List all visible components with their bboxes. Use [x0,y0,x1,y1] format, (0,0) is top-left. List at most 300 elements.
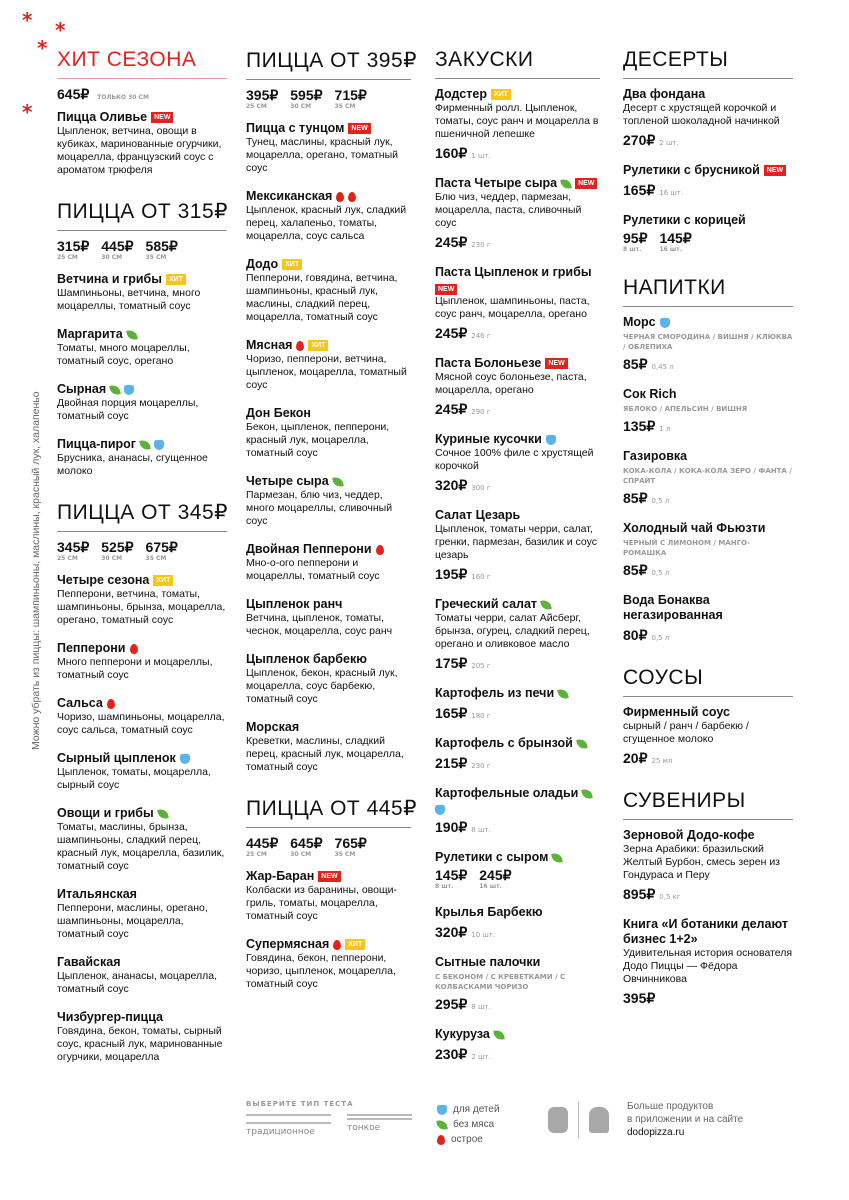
item-name: Паста Цыпленок и грибы [435,265,592,279]
hit-badge: ХИТ [345,939,365,950]
apps-line-1: Больше продуктов [627,1101,714,1112]
traditional-crust-icon [246,1114,331,1124]
item-name: Четыре сыра [246,474,329,488]
menu-item[interactable] [246,338,411,392]
price: 190₽ [435,819,468,835]
price: 345₽ [57,539,90,555]
unit: 2 шт. [471,1053,491,1061]
size: 30 СМ [101,555,123,562]
item-name: Сытные палочки [435,955,541,969]
item-desc: Томаты, много моцареллы, томатный соус, орегано [57,342,190,367]
section-title-pizza-395: ПИЦЦА ОТ 395₽ [246,48,411,80]
item-desc: Мно-о-ого пепперони и моцареллы, томатный соус [246,557,380,582]
price: 395₽ [246,87,279,103]
item-desc: Зерна Арабики: бразильский Желтый Бурбон, смесь зерен из Гондураса и Перу [623,843,780,881]
price: 195₽ [435,566,468,582]
unit: 8 шт. [471,1003,491,1011]
price: 595₽ [290,87,323,103]
section-title-pizza-345: ПИЦЦА ОТ 345₽ [57,500,227,532]
vegetarian-icon [582,788,594,800]
size: 25 СМ [57,555,78,562]
item-name: Морс [623,315,656,329]
item-name: Пепперони [57,641,126,655]
unit: 8 шт. [435,883,454,890]
vegetarian-icon [436,1119,448,1131]
price: 395₽ [623,990,656,1006]
menu-item[interactable] [435,1027,600,1063]
column-2 [246,48,417,1005]
item-options: ЧЕРНАЯ СМОРОДИНА / ВИШНЯ / КЛЮКВА / ОБЛЕПИХА [623,333,793,351]
vegetarian-icon [109,384,121,396]
item-name: Дон Бекон [246,406,311,420]
unit: 1 л [659,425,671,433]
menu-item[interactable] [246,720,411,774]
snowflake-icon: * [55,18,66,42]
unit: 205 г [471,662,491,670]
snowflake-icon: * [37,36,48,60]
price: 175₽ [435,655,468,671]
legend-label: острое [451,1134,483,1145]
kids-icon [180,754,190,764]
item-name: Зерновой Додо-кофе [623,828,755,842]
item-name: Салат Цезарь [435,508,521,522]
item-name: Рулетики с брусникой [623,163,760,177]
item-name: Паста Болоньезе [435,356,542,370]
price: 445₽ [101,238,134,254]
price: 585₽ [145,238,178,254]
item-desc: Томаты, маслины, брынза, шампиньоны, сладкий перец, красный лук, моцарелла, базилик, томатный соус [57,821,225,872]
price: 20₽ [623,750,648,766]
item-desc: Цыпленок, томаты, моцарелла, сырный соус [57,766,211,791]
item-name: Итальянская [57,887,137,901]
item-name: Додо [246,257,279,271]
thin-crust-icon [347,1114,412,1120]
vegetarian-icon [557,688,569,700]
size: 30 СМ [290,851,312,858]
spicy-icon [376,545,384,555]
section-title-sauces: СОУСЫ [623,666,793,697]
item-name: Четыре сезона [57,573,150,587]
unit: 230 г [471,241,491,249]
hit-badge: ХИТ [166,274,186,285]
price: 230₽ [435,1046,468,1062]
unit: 16 шт. [659,246,683,253]
spicy-icon [296,341,304,351]
menu-item[interactable] [57,1010,227,1064]
price: 245₽ [435,325,468,341]
item-options: С БЕКОНОМ / С КРЕВЕТКАМИ / С КОЛБАСКАМИ ЧОРИЗО [435,973,566,991]
android-icon[interactable] [589,1107,609,1133]
item-name: Рулетики с сыром [435,850,549,864]
section-title-drinks: НАПИТКИ [623,276,793,307]
price: 320₽ [435,477,468,493]
menu-item[interactable] [435,597,600,672]
snowflake-icon: * [22,100,33,124]
menu-item[interactable] [623,705,793,767]
unit: 25 мл [651,757,673,765]
price: 295₽ [435,996,468,1012]
item-name: Греческий салат [435,597,538,611]
unit: 0,5 кг [659,893,681,901]
item-name: Сок Rich [623,387,677,401]
section-title-pizza-445: ПИЦЦА ОТ 445₽ [246,796,411,828]
item-options: ЧЕРНЫЙ С ЛИМОНОМ / МАНГО-РОМАШКА [623,539,750,557]
price: 85₽ [623,356,648,372]
price: 215₽ [435,755,468,771]
menu-item[interactable] [435,905,600,941]
menu-item[interactable] [57,955,227,996]
item-desc: Много пепперони и моцареллы, томатный соус [57,656,213,681]
item-name: Фирменный соус [623,705,730,719]
item-desc: Креветки, маслины, сладкий перец, красный лук, моцарелла, томатный соус [246,735,404,773]
unit: 0,45 л [651,363,674,371]
item-name: Паста Четыре сыра [435,176,558,190]
menu-item[interactable] [435,87,600,162]
item-name: Пицца-пирог [57,437,137,451]
menu-item[interactable] [57,806,227,873]
menu-item[interactable] [246,869,411,923]
menu-item[interactable] [246,121,411,175]
item-name: Цыпленок ранч [246,597,343,611]
item-name: Маргарита [57,327,123,341]
section-title-desserts: ДЕСЕРТЫ [623,48,793,79]
price: 135₽ [623,418,656,434]
item-desc: Цыпленок, красный лук, сладкий перец, халапеньо, томаты, моцарелла, соус сальса [246,204,407,242]
item-desc: Ветчина, цыпленок, томаты, чеснок, моцарелла, соус ранч [246,612,393,637]
size: 25 СМ [246,103,267,110]
section-title-snacks: ЗАКУСКИ [435,48,600,79]
menu-item[interactable] [435,786,600,836]
new-badge: NEW [545,358,567,369]
website-link[interactable]: dodopizza.ru [627,1127,685,1138]
column-1 [57,48,227,1078]
item-desc: Цыпленок, шампиньоны, паста, соус ранч, моцарелла, орегано [435,295,590,320]
menu-item[interactable] [435,736,600,772]
menu-item[interactable] [623,593,793,644]
item-name: Двойная Пепперони [246,542,372,556]
kids-icon [546,435,556,445]
item-name: Сальса [57,696,103,710]
item-name: Газировка [623,449,688,463]
price: 765₽ [334,835,367,851]
menu-item[interactable] [57,272,227,313]
item-name: Рулетики с корицей [623,213,746,227]
price: 445₽ [246,835,279,851]
spicy-icon [336,192,344,202]
size: 25 СМ [57,254,78,261]
item-desc: Пепперони, ветчина, томаты, шампиньоны, брынза, моцарелла, орегано, томатный соус [57,588,226,626]
price: 315₽ [57,238,90,254]
vegetarian-icon [157,808,169,820]
dough-title: ВЫБЕРИТЕ ТИП ТЕСТА [246,1100,354,1108]
item-desc: Блю чиз, чеддер, пармезан, моцарелла, паста, сливочный соус [435,191,582,229]
item-name: Овощи и грибы [57,806,154,820]
hit-badge: ХИТ [153,575,173,586]
item-name: Сырный цыпленок [57,751,176,765]
spicy-icon [333,940,341,950]
menu-item[interactable] [623,917,793,1007]
item-desc: Фирменный ролл. Цыпленок, томаты, соус ранч и моцарелла в пшеничной лепешке [435,102,599,140]
size-prices [57,239,227,262]
vegetarian-icon [540,599,552,611]
new-badge: NEW [318,871,340,882]
menu-item[interactable] [435,432,600,494]
item-name: Мексиканская [246,189,333,203]
menu-item[interactable] [623,387,793,435]
size: 35 СМ [145,254,167,261]
menu-item[interactable] [246,189,411,243]
price: 80₽ [623,627,648,643]
kids-icon [154,440,164,450]
size: 25 СМ [246,851,267,858]
new-badge: NEW [348,123,370,134]
item-desc: Бекон, цыпленок, пепперони, красный лук, моцарелла, томатный соус [246,421,390,459]
item-name: Кукуруза [435,1027,490,1041]
price: 85₽ [623,562,648,578]
menu-item[interactable] [623,828,793,903]
price: 165₽ [435,705,468,721]
menu-item[interactable] [57,573,227,627]
item-desc: Двойная порция моцареллы, томатный соус [57,397,199,422]
item-desc: Сочное 100% филе с хрустящей корочкой [435,447,594,472]
size: 30 СМ [101,254,123,261]
menu-item[interactable] [246,257,411,324]
vegetarian-icon [552,852,564,864]
price: 95₽ [623,230,648,246]
item-name: Цыпленок барбекю [246,652,367,666]
menu-item[interactable] [435,356,600,418]
item-desc: Цыпленок, томаты черри, салат, гренки, пармезан, базилик и соус цезарь [435,523,598,561]
price: 145₽ [435,867,468,883]
kids-icon [124,385,134,395]
menu-item[interactable] [57,751,227,792]
item-desc: Цыпленок, ветчина, овощи в кубиках, маринованные огурчики, моцарелла, французский соус с ароматом трюфеля [57,125,222,176]
new-badge: NEW [764,165,786,176]
size-prices [57,540,227,563]
legend [437,1102,500,1147]
item-options: ЯБЛОКО / АПЕЛЬСИН / ВИШНЯ [623,405,748,413]
hit-price: 645₽ [57,86,90,102]
price: 145₽ [659,230,692,246]
menu-item[interactable] [57,641,227,682]
section-title-souvenirs: СУВЕНИРЫ [623,789,793,820]
price: 675₽ [145,539,178,555]
price: 245₽ [479,867,512,883]
menu-item[interactable] [623,315,793,373]
item-name: Морская [246,720,300,734]
menu-item[interactable] [623,521,793,579]
hit-badge: ХИТ [491,89,511,100]
vegetarian-icon [576,738,588,750]
apps-block [548,1100,743,1139]
column-4 [623,48,793,1021]
menu-item[interactable] [57,696,227,737]
item-desc: Цыпленок, ананасы, моцарелла, томатный соус [57,970,218,995]
unit: 180 г [471,712,491,720]
unit: 246 г [471,332,491,340]
item-desc: Чоризо, пепперони, ветчина, цыпленок, моцарелла, томатный соус [246,353,407,391]
spicy-icon [130,644,138,654]
item-desc: Томаты черри, салат Айсберг, брынза, огурец, сладкий перец, орегано и оливковое масло [435,612,590,650]
price: 715₽ [334,87,367,103]
legend-label: без мяса [453,1119,495,1130]
item-options: КОКА-КОЛА / КОКА-КОЛА ЗЕРО / ФАНТА / СПРАЙТ [623,467,792,485]
menu-item[interactable] [246,652,411,706]
size-prices [246,88,411,111]
unit: 8 шт. [471,826,491,834]
legend-label: для детей [453,1104,500,1115]
item-desc: Шампиньоны, ветчина, много моцареллы, томатный соус [57,287,201,312]
item-name: Картофельные оладьи [435,786,579,800]
hit-badge: ХИТ [308,340,328,351]
menu-item[interactable] [435,686,600,722]
section-title-hit: ХИТ СЕЗОНА [57,48,227,79]
unit: 10 шт. [471,931,496,939]
menu-item[interactable] [246,406,411,460]
menu-item[interactable] [57,382,227,423]
menu-item[interactable] [435,850,600,891]
menu-item[interactable] [57,437,227,478]
item-desc: Говядина, бекон, томаты, сырный соус, красный лук, маринованные огурчики, моцарелла [57,1025,223,1063]
menu-item[interactable] [623,213,793,254]
price: 85₽ [623,490,648,506]
size-prices [246,836,411,859]
item-desc: Пармезан, блю чиз, чеддер, много моцареллы, сливочный соус [246,489,393,527]
column-3 [435,48,600,1077]
size: 30 СМ [290,103,312,110]
unit: 230 г [471,762,491,770]
menu-item[interactable] [57,110,227,177]
dough-thin [347,1114,412,1137]
item-name: Крылья Барбекю [435,905,543,919]
menu-item[interactable] [57,887,227,941]
item-name: Два фондана [623,87,706,101]
menu-item[interactable] [623,449,793,507]
menu-item[interactable] [246,937,411,991]
unit: 1 шт. [471,152,491,160]
section-title-pizza-315: ПИЦЦА ОТ 315₽ [57,199,227,231]
menu-item[interactable] [246,474,411,528]
item-desc: Говядина, бекон, пепперони, чоризо, цыпленок, моцарелла, томатный соус [246,952,396,990]
menu-item[interactable] [435,176,600,251]
hit-badge: ХИТ [282,259,302,270]
divider [578,1102,579,1138]
spicy-icon [437,1135,445,1145]
price: 165₽ [623,182,656,198]
menu-item[interactable] [623,163,793,199]
price: 645₽ [290,835,323,851]
item-name: Книга «И ботаники делают бизнес 1+2» [623,917,788,946]
vegetarian-icon [332,476,344,488]
dough-traditional [246,1114,331,1137]
unit: 16 шт. [659,189,684,197]
item-desc: Чоризо, шампиньоны, моцарелла, соус сальса, томатный соус [57,711,225,736]
item-desc: Цыпленок, бекон, красный лук, моцарелла, соус барбекю, томатный соус [246,667,398,705]
item-desc: Пепперони, маслины, орегано, шампиньоны, моцарелла, томатный соус [57,902,208,940]
menu-item[interactable] [246,542,411,583]
unit: 0,5 л [651,497,670,505]
unit: 290 г [471,408,491,416]
item-name: Додстер [435,87,487,101]
vegetarian-icon [139,439,151,451]
menu-item[interactable] [623,87,793,149]
menu-item[interactable] [435,265,600,342]
item-name: Мясная [246,338,293,352]
menu-item[interactable] [435,955,600,1013]
new-badge: NEW [575,178,597,189]
apps-line-2: в приложении и на сайте [627,1114,744,1125]
item-desc: Десерт с хрустящей корочкой и топленой шоколадной начинкой [623,102,780,127]
price: 895₽ [623,886,656,902]
price: 160₽ [435,145,468,161]
new-badge: NEW [151,112,173,123]
item-desc: Мясной соус болоньезе, паста, моцарелла, орегано [435,371,587,396]
price: 320₽ [435,924,468,940]
price: 245₽ [435,234,468,250]
kids-icon [437,1105,447,1115]
unit: 2 шт. [659,139,679,147]
menu-item[interactable] [57,327,227,368]
item-desc: Колбаски из баранины, овощи-гриль, томаты, моцарелла, томатный соус [246,884,397,922]
item-name: Гавайская [57,955,121,969]
new-badge: NEW [435,284,457,295]
removable-ingredients-note: Можно убрать из пиццы: шампиньоны, маслины, красный лук, халапеньо [30,391,42,750]
item-name: Картофель с брынзой [435,736,573,750]
unit: 0,5 л [651,634,670,642]
price: 270₽ [623,132,656,148]
item-desc: Пепперони, говядина, ветчина, шампиньоны, красный лук, маслины, сладкий перец, моцарелла, томатный соус [246,272,398,323]
menu-item[interactable] [435,508,600,583]
vegetarian-icon [493,1029,505,1041]
menu-item[interactable] [246,597,411,638]
kids-icon [435,805,445,815]
spicy-icon [348,192,356,202]
item-name: Куриные кусочки [435,432,542,446]
dough-selector [246,1100,412,1137]
item-name: Картофель из печи [435,686,555,700]
dough-label: традиционное [246,1127,315,1137]
unit: 300 г [471,484,491,492]
unit: 16 шт. [479,883,502,890]
vegetarian-icon [560,178,572,190]
size: 35 СМ [145,555,167,562]
item-name: Ветчина и грибы [57,272,162,286]
unit: 160 г [471,573,491,581]
price: 245₽ [435,401,468,417]
snowflake-icon: * [22,8,33,32]
spicy-icon [107,699,115,709]
item-desc: Удивительная история основателя Додо Пиццы — Фёдора Овчинникова [623,947,793,985]
item-name: Супермясная [246,937,330,951]
vegetarian-icon [126,329,138,341]
item-name: Пицца Оливье [57,110,148,124]
item-name: Сырная [57,382,107,396]
item-desc: Тунец, маслины, красный лук, моцарелла, орегано, томатный соус [246,136,398,174]
item-name: Чизбургер-пицца [57,1010,164,1024]
item-desc: сырный / ранч / барбекю / сгущенное молоко [623,720,749,745]
unit: 8 шт. [623,246,642,253]
hit-size-note: ТОЛЬКО 30 СМ [97,94,149,101]
kids-icon [660,318,670,328]
item-name: Вода Бонаква негазированная [623,593,723,622]
apple-icon[interactable] [548,1107,568,1133]
price: 525₽ [101,539,134,555]
item-desc: Брусника, ананасы, сгущенное молоко [57,452,208,477]
item-name: Жар-Баран [246,869,315,883]
size: 35 СМ [334,103,356,110]
dough-label: тонкое [347,1123,381,1133]
item-name: Холодный чай Фьюзти [623,521,766,535]
